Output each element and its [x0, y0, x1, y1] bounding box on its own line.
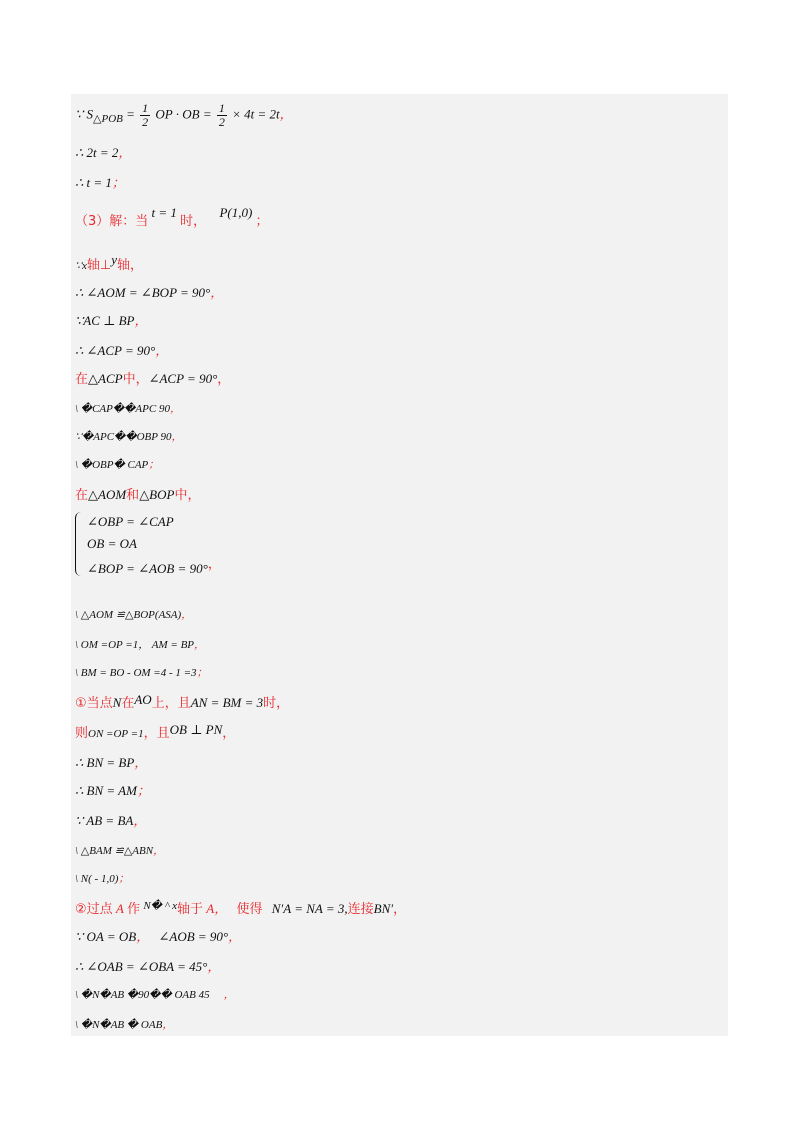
text-span: ∵ S: [75, 106, 94, 122]
text-span: \ △AOM ≌△BOP(ASA): [75, 609, 182, 621]
step-line: [75, 252, 144, 275]
text-span: ∴ ∠ACP = 90°: [75, 343, 156, 358]
step-line: [75, 694, 289, 713]
text-span: =: [122, 106, 139, 122]
punct: ；: [148, 459, 160, 471]
punct: ，: [136, 929, 150, 944]
text-span: 在: [121, 696, 135, 711]
text-span: ∠BOP = ∠AOB = 90°: [87, 561, 208, 576]
fraction: [217, 102, 227, 129]
text-span: ON =OP =1: [88, 728, 144, 740]
text-span: \ OM =OP =1， AM = BP: [75, 639, 195, 651]
step-line: [75, 812, 146, 830]
punct: ，: [210, 285, 224, 300]
text-span: \ �N�AB �90�� OAB 45: [75, 989, 210, 1001]
text-span: N′A = NA = 3,: [271, 901, 348, 916]
step-line: [75, 958, 220, 976]
fraction: [140, 102, 150, 129]
text-span: N� ^ x: [143, 900, 178, 912]
step-line: [75, 870, 129, 888]
punct: ，: [207, 959, 221, 974]
step-line: [75, 754, 147, 772]
text-span: \ N( - 1,0): [75, 873, 119, 885]
punct: ，: [217, 371, 231, 386]
text-span: 轴于: [177, 902, 204, 917]
step-line: [75, 606, 192, 624]
punct: ，: [222, 725, 236, 740]
text-span: （3）解：当: [75, 214, 149, 229]
punct: ，: [171, 431, 183, 443]
text-span: y: [111, 252, 117, 267]
step-line: [75, 342, 168, 360]
punct: ，: [162, 1019, 174, 1031]
punct: ，: [134, 755, 148, 770]
text-span: ∵�APC��OBP 90: [75, 431, 172, 443]
step-line: [75, 312, 148, 330]
step-line: [75, 370, 230, 389]
section-heading: [75, 205, 269, 231]
text-span: ∵AC ⊥ BP: [75, 313, 135, 328]
text-span: ∵ OA = OB: [75, 929, 137, 944]
punct: ；: [196, 667, 208, 679]
text-span: ∠AOB = 90°: [158, 929, 229, 944]
subscript: △POB: [93, 113, 123, 126]
step-line: [75, 400, 181, 418]
text-span: 连接: [347, 902, 374, 917]
text-span: ∴ ∠OAB = ∠OBA = 45°: [75, 959, 208, 974]
step-line: [75, 284, 223, 302]
equation-area: [75, 102, 293, 129]
step-line: [75, 174, 125, 192]
punct: ，: [133, 813, 147, 828]
punct: ；: [111, 175, 125, 190]
text-span: ∴ 2t = 2: [75, 145, 119, 160]
text-span: △BOP: [139, 487, 175, 502]
text-span: 在: [75, 372, 89, 387]
text-span: P(1,0): [219, 205, 253, 220]
fraction-den: 2: [142, 115, 149, 129]
system-row: ∠OBP = ∠CAP: [87, 514, 174, 529]
punct: ，: [228, 929, 242, 944]
text-span: ∴ t = 1: [75, 175, 112, 190]
text-span: BN′: [373, 901, 394, 916]
document-page: [71, 94, 728, 1036]
fraction-num: 1: [218, 101, 225, 115]
punct: ，: [153, 845, 165, 857]
text-span: △AOM: [88, 487, 127, 502]
punct: ，: [279, 106, 293, 122]
text-span: \ �CAP��APC 90: [75, 403, 170, 415]
step-line: [75, 724, 235, 743]
step-line: [75, 486, 200, 505]
step-line: [75, 456, 159, 474]
text-span: A，: [206, 901, 228, 916]
text-span: 轴⊥: [86, 258, 112, 273]
step-line: [75, 928, 241, 946]
punct: ，: [223, 989, 235, 1001]
text-span: ∴ BN = AM: [75, 783, 137, 798]
text-span: ②过点: [75, 902, 113, 917]
text-span: \ △BAM ≌△ABN: [75, 845, 154, 857]
text-span: AO: [134, 692, 152, 707]
step-line: [75, 636, 205, 654]
text-span: A: [115, 901, 124, 916]
step-line: [75, 986, 235, 1004]
text-span: AN = BM = 3: [190, 695, 264, 710]
punct: ，: [169, 403, 181, 415]
punct: ，: [181, 609, 193, 621]
text-span: 上，且: [151, 696, 191, 711]
punct: ；: [118, 873, 130, 885]
punct: ，: [118, 145, 132, 160]
text-span: 轴，: [117, 258, 144, 273]
text-span: ∴ ∠AOM = ∠BOP = 90°: [75, 285, 211, 300]
punct: ；: [136, 783, 150, 798]
text-span: 中，: [122, 372, 149, 387]
fraction-num: 1: [142, 101, 149, 115]
text-span: 和: [126, 488, 140, 503]
text-span: △ACP: [88, 371, 123, 386]
brace-icon: [75, 512, 84, 576]
text-span: ∵ AB = BA: [75, 813, 134, 828]
text-span: 使得: [236, 902, 263, 917]
text-span: OP · OB =: [152, 106, 215, 122]
text-span: 中，: [174, 488, 201, 503]
punct: ，: [194, 639, 206, 651]
text-span: \ �OBP� CAP: [75, 459, 149, 471]
text-span: ①当点: [75, 696, 113, 711]
step-line: [75, 664, 208, 682]
text-span: \ BM = BO - OM =4 - 1 =3: [75, 667, 197, 679]
text-span: OB ⊥ PN: [169, 722, 223, 737]
text-span: N: [112, 695, 122, 710]
text-span: ∵x: [75, 260, 87, 272]
system-row: [87, 558, 221, 577]
text-span: \ �N�AB � OAB: [75, 1019, 163, 1031]
punct: ，: [155, 343, 169, 358]
punct: ，: [207, 556, 221, 571]
text-span: 在: [75, 488, 89, 503]
text-span: ∠ACP = 90°: [148, 371, 218, 386]
step-line: [75, 842, 164, 860]
fraction-den: 2: [218, 115, 225, 129]
step-line: [75, 1016, 173, 1034]
text-span: ，且: [143, 726, 170, 741]
punct: ，: [134, 313, 148, 328]
punct: ；: [255, 213, 269, 228]
step-line: [75, 900, 406, 919]
step-line: [75, 144, 131, 162]
text-span: 作: [127, 902, 141, 917]
text-span: ∴ BN = BP: [75, 755, 135, 770]
text-span: 则: [75, 726, 89, 741]
step-line: [75, 428, 183, 446]
punct: ，: [393, 901, 407, 916]
text-span: 时，: [180, 214, 207, 229]
text-span: t = 1: [151, 205, 177, 220]
system-row: OB = OA: [87, 536, 137, 551]
step-line: [75, 782, 150, 800]
text-span: 时，: [263, 696, 290, 711]
text-span: × 4t = 2t: [228, 106, 280, 122]
